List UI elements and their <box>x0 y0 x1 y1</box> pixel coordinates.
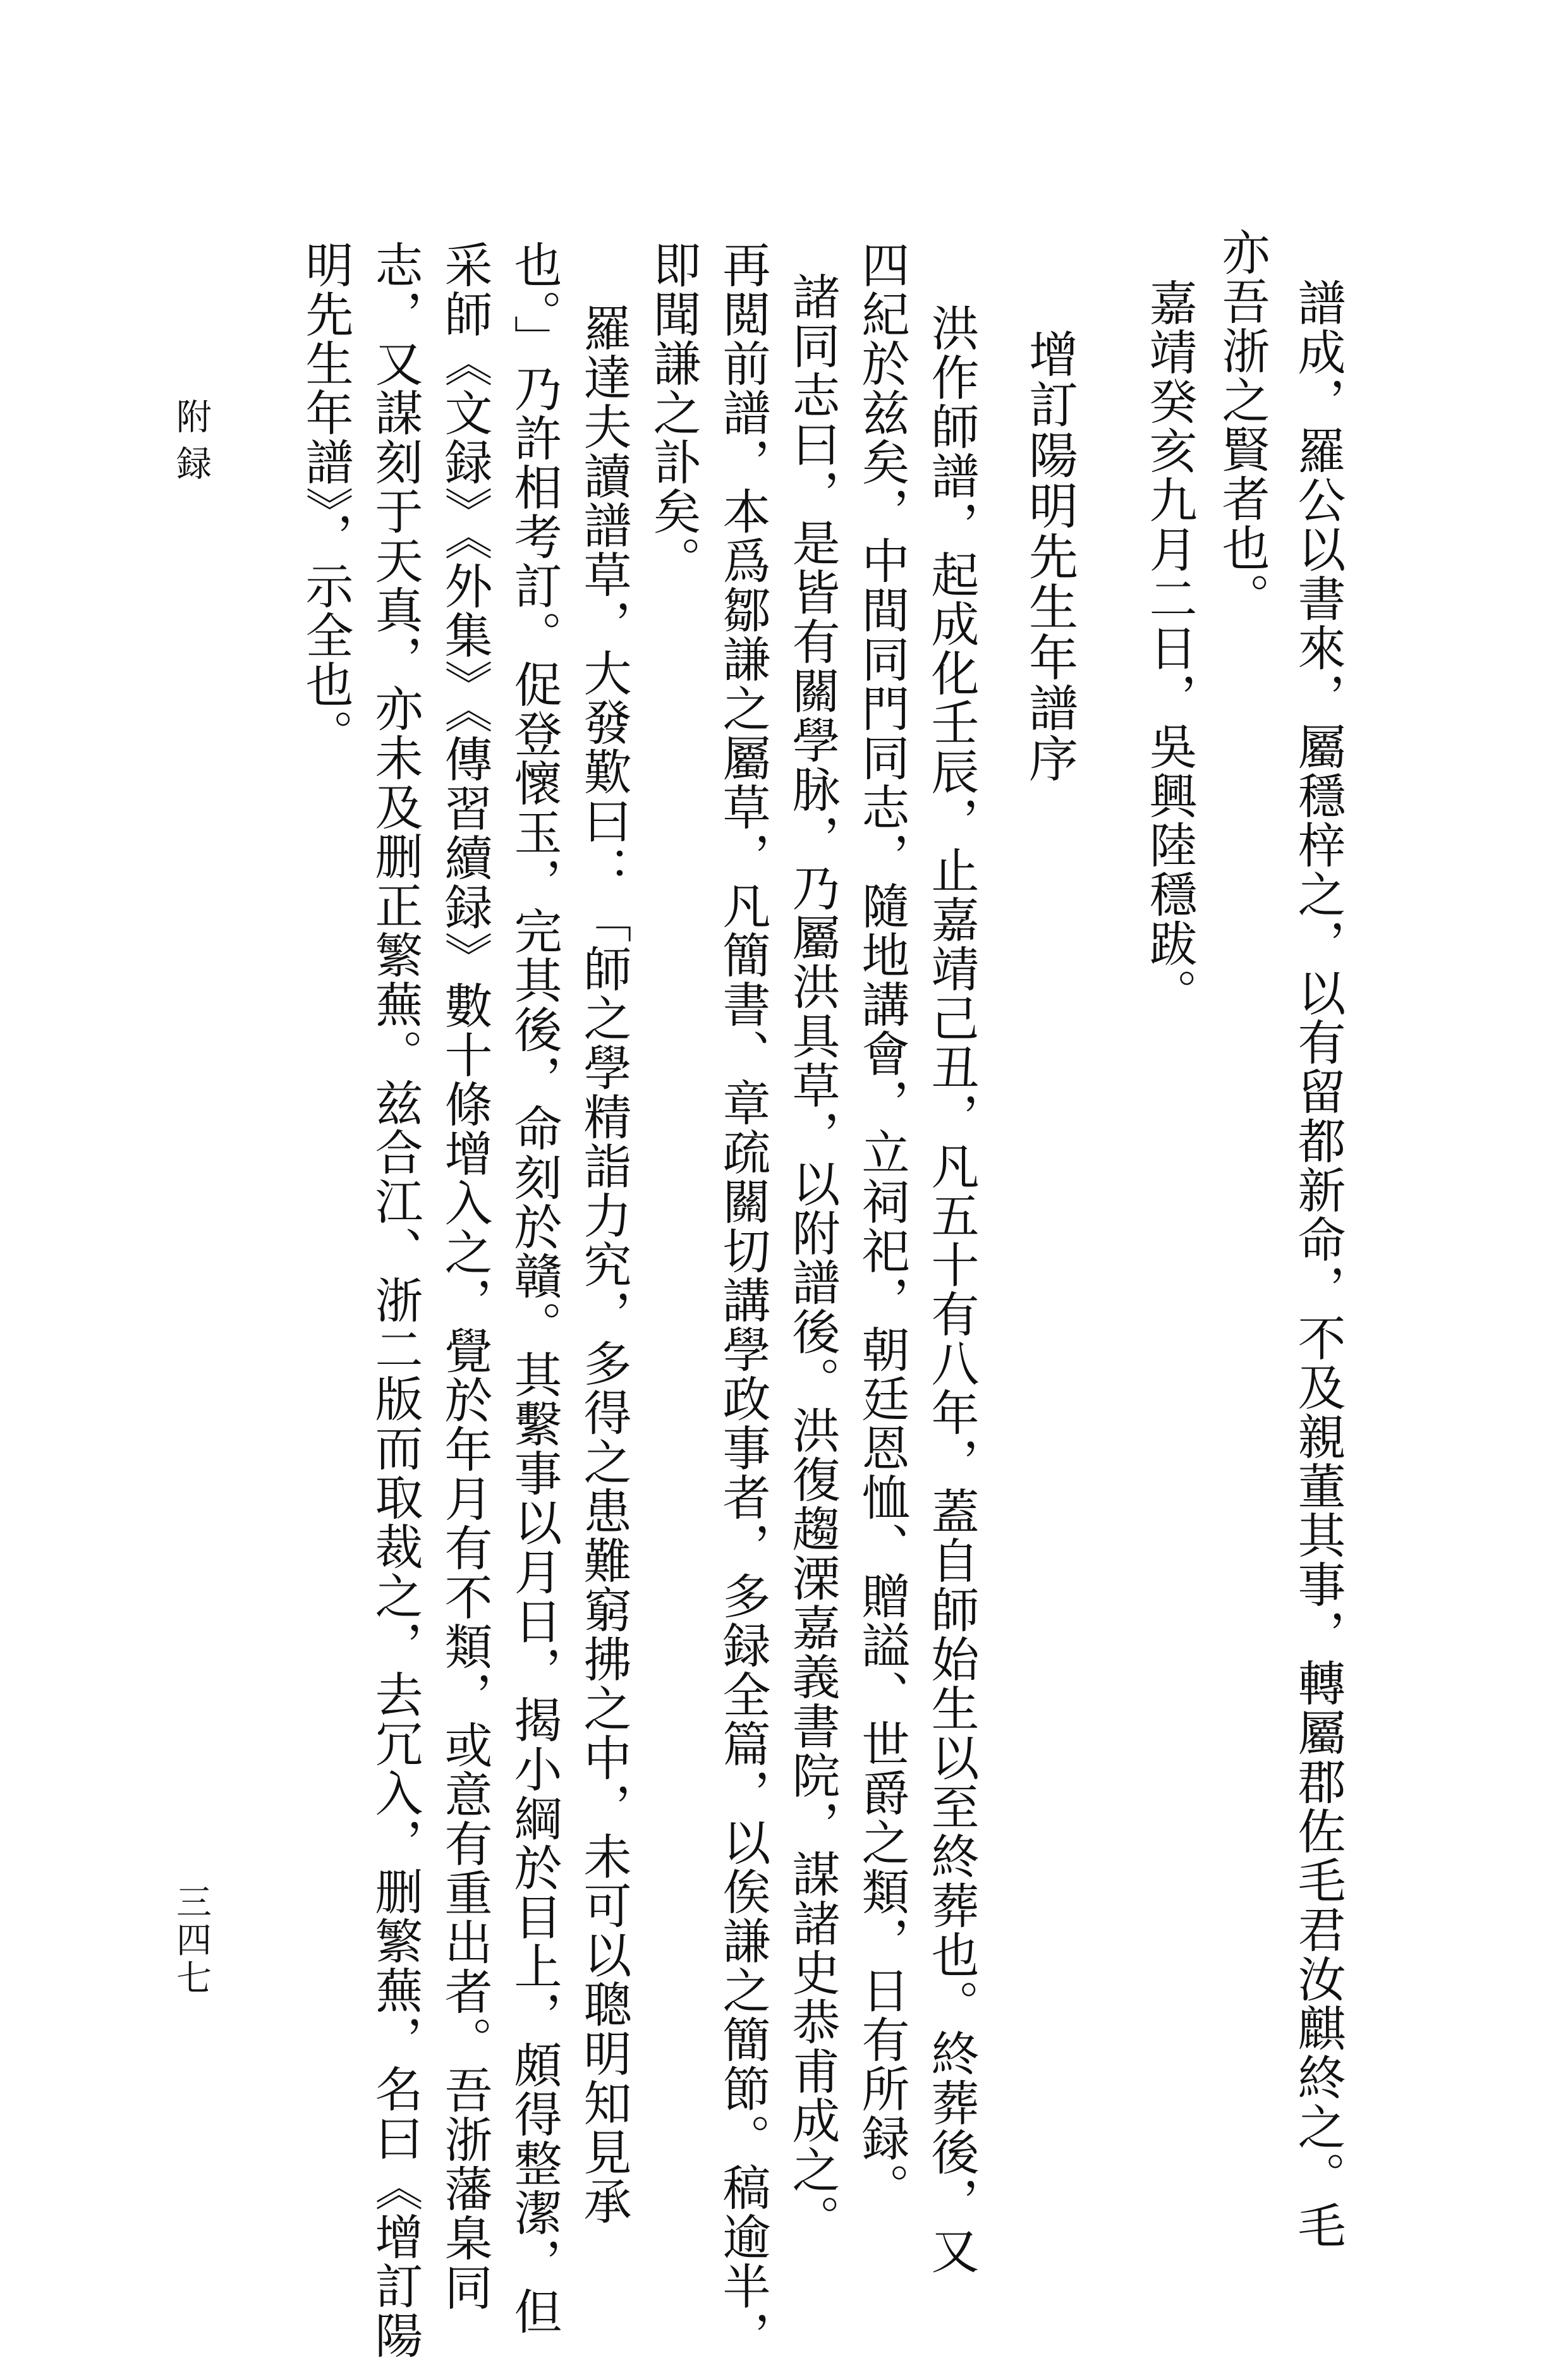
text-column-14: 明先生年譜》，示全也。 <box>298 240 354 758</box>
text-column-10: 羅達夫讀譜草，大發歎曰：「師之學精詣力究，多得之患難窮拂之中，未可以聰明知見承 <box>576 303 632 2226</box>
page-number: 三四七 <box>171 1883 212 1997</box>
section-title: 增訂陽明先生年譜序 <box>1021 329 1078 784</box>
text-column-1: 譜成，羅公以書來，屬穩梓之，以有留都新命，不及親董其事，轉屬郡佐毛君汝麒終之。毛 <box>1290 278 1346 2250</box>
text-column-8: 再閲前譜，本爲鄒謙之屬草，凡簡書、章疏關切講學政事者，多録全篇，以俟謙之簡節。稿逾半， <box>715 240 771 2360</box>
text-column-2: 亦吾浙之賢者也。 <box>1214 228 1270 622</box>
text-column-6: 四紀於兹矣，中間同門同志，隨地講會，立祠祀，朝廷恩恤、贈謚、世爵之類，日有所録。 <box>854 240 910 2212</box>
colophon-column: 嘉靖癸亥九月二日，吳興陸穩跋。 <box>1141 278 1198 1018</box>
section-label: 附録 <box>171 398 212 492</box>
text-column-11: 也。」乃許相考訂。促登懷玉，完其後，命刻於贛。其繫事以月日，揭小綱於目上，頗得整潔，但 <box>506 240 562 2336</box>
text-column-7: 諸同志曰，是皆有關學脉，乃屬洪具草，以附譜後。洪復趨溧嘉義書院，謀諸史恭甫成之。 <box>784 272 841 2244</box>
text-column-12: 采師《文録》《外集》《傳習續録》數十條增入之，覺於年月有不類，或意有重出者。吾浙藩臬同 <box>437 240 493 2312</box>
text-column-5: 洪作師譜，起成化壬辰，止嘉靖己丑，凡五十有八年，蓋自師始生以至終葬也。終葬後，又 <box>923 303 980 2275</box>
text-column-9: 即聞謙之訃矣。 <box>645 240 702 585</box>
text-column-13: 志，又謀刻于天真，亦未及删正繁蕪。兹合江、浙二版而取裁之，去冗入，删繁蕪，名曰《增訂陽 <box>367 240 423 2360</box>
